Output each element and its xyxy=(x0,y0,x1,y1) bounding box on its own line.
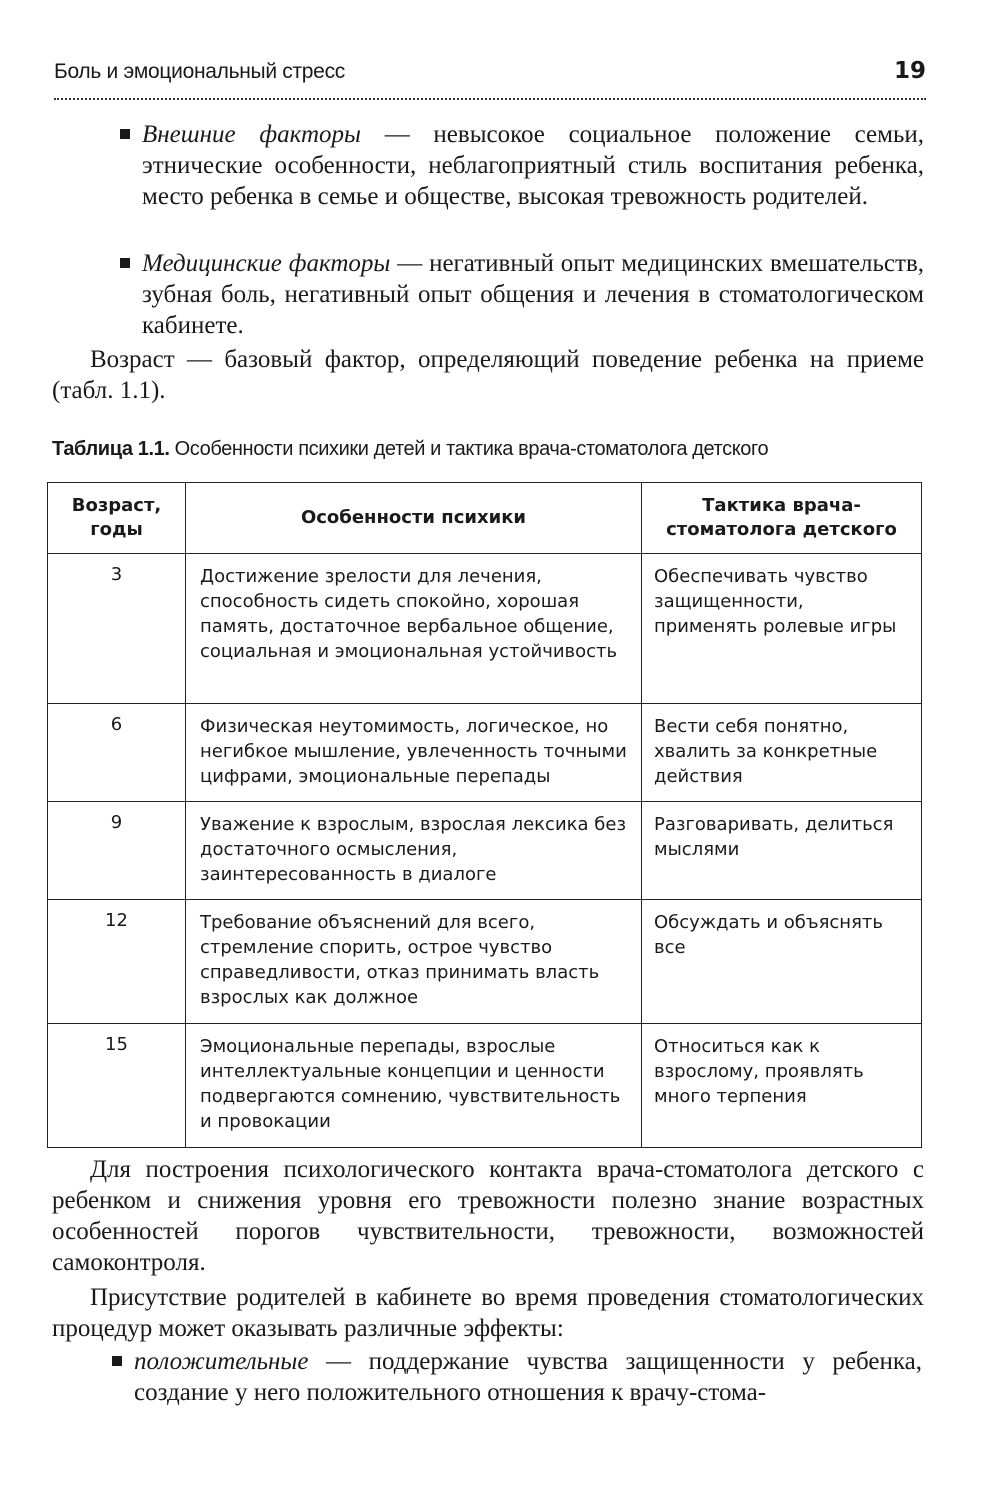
bullet-item-external-factors xyxy=(142,119,924,212)
cell-psyche: Эмоциональные перепады, взрослые интеллектуальные концепции и ценности подвергаются сомнению, чувствительность и провокации xyxy=(186,1024,642,1148)
square-bullet-icon xyxy=(112,1356,122,1366)
bullet-description: — негативный опыт медицинских вмешательств, зубная боль, негативный опыт общения и лечения в стоматологическом кабинете. xyxy=(142,250,924,339)
cell-age: 3 xyxy=(48,554,186,704)
bullet-text xyxy=(142,119,924,212)
paragraph-parents: Присутствие родителей в кабинете во время проведения стоматологических процедур может оказывать различные эффекты: xyxy=(52,1284,924,1342)
cell-tactics: Разговаривать, делиться мыслями xyxy=(642,802,922,900)
paragraph-age: Возраст — базовый фактор, определяющий поведение ребенка на приеме (табл. 1.1). xyxy=(52,346,924,404)
bullet-term: положительные xyxy=(134,1348,309,1375)
table-row xyxy=(48,900,922,1024)
cell-psyche: Достижение зрелости для лечения, способность сидеть спокойно, хорошая память, достаточное вербальное общение, социальная и эмоциональная устойчивость xyxy=(186,554,642,704)
paragraph-contact: Для построения психологического контакта врача-стоматолога детского с ребенком и снижения уровня его тревожности полезно знание возрастных особенностей порогов чувствительности, тревожности, возможностей самоконтроля. xyxy=(52,1156,924,1276)
header-tactics: Тактика врача-стоматолога детского xyxy=(642,483,922,554)
table-header-row xyxy=(48,483,922,554)
table-row xyxy=(48,704,922,802)
cell-age: 15 xyxy=(48,1024,186,1148)
table-row xyxy=(48,554,922,704)
page-number: 19 xyxy=(893,58,926,84)
header-psyche: Особенности психики xyxy=(186,483,642,554)
bullet-description: — поддержание чувства защищенности у ребенка, создание у него положительного отношения к врачу-стома- xyxy=(134,1348,922,1406)
table-row xyxy=(48,1024,922,1148)
cell-age: 12 xyxy=(48,900,186,1024)
cell-psyche: Физическая неутомимость, логическое, но негибкое мышление, увлеченность точными цифрами, эмоциональные перепады xyxy=(186,704,642,802)
bullet-item-medical-factors xyxy=(142,248,924,341)
square-bullet-icon xyxy=(120,258,130,268)
bullet-term: Медицинские факторы xyxy=(142,250,391,277)
header-age: Возраст, годы xyxy=(48,483,186,554)
cell-tactics: Обсуждать и объяснять все xyxy=(642,900,922,1024)
cell-age: 6 xyxy=(48,704,186,802)
cell-tactics: Вести себя понятно, хвалить за конкретные действия xyxy=(642,704,922,802)
bullet-item-positive xyxy=(134,1346,922,1408)
table-row xyxy=(48,802,922,900)
bullet-term: Внешние факторы xyxy=(142,121,361,148)
bullet-description: — невысокое социальное положение семьи, этнические особенности, неблагоприятный стиль воспитания ребенка, место ребенка в семье и обществе, высокая тревожность родителей. xyxy=(142,121,924,210)
running-title: Боль и эмоциональный стресс xyxy=(54,60,345,83)
table-caption xyxy=(52,436,932,462)
table-caption-text: Особенности психики детей и тактика врача-стоматолога детского xyxy=(169,438,769,460)
cell-age: 9 xyxy=(48,802,186,900)
running-header xyxy=(54,58,926,100)
bullet-text xyxy=(134,1346,922,1408)
cell-psyche: Уважение к взрослым, взрослая лексика без достаточного осмысления, заинтересованность в диалоге xyxy=(186,802,642,900)
bullet-text xyxy=(142,248,924,341)
cell-psyche: Требование объяснений для всего, стремление спорить, острое чувство справедливости, отказ принимать власть взрослых как должное xyxy=(186,900,642,1024)
cell-tactics: Относиться как к взрослому, проявлять много терпения xyxy=(642,1024,922,1148)
psychology-table xyxy=(47,482,922,1148)
square-bullet-icon xyxy=(120,129,130,139)
table-caption-label: Таблица 1.1. xyxy=(52,438,170,460)
cell-tactics: Обеспечивать чувство защищенности, применять ролевые игры xyxy=(642,554,922,704)
